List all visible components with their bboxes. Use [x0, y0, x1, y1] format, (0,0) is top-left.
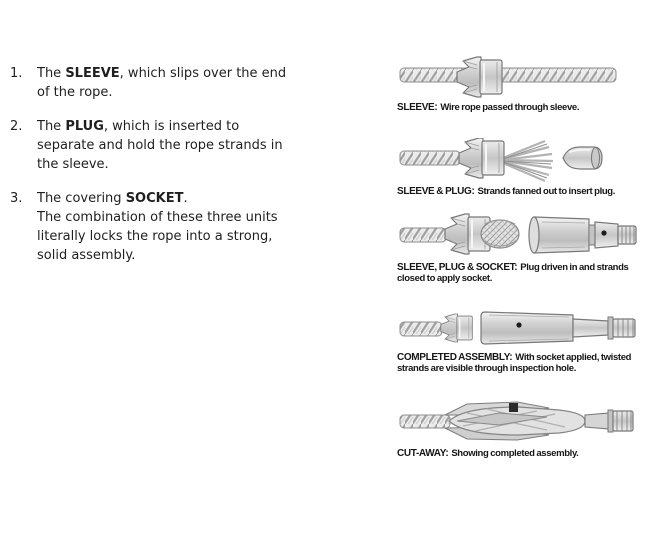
- text-segment: solid assembly.: [37, 248, 136, 263]
- completed-assembly-illustration: [397, 306, 642, 350]
- wire-rope-graphic: [400, 151, 460, 165]
- figure-caption: [397, 449, 645, 460]
- wire-rope-graphic: [400, 228, 446, 242]
- bold-term: SOCKET: [125, 191, 184, 206]
- text-line: [37, 189, 278, 208]
- text-line: [37, 64, 286, 83]
- text-segment: , which slips over the end: [119, 66, 287, 81]
- text-segment: The covering: [37, 191, 126, 206]
- item-text: [37, 117, 283, 174]
- figure-sleeve-plug-socket: [397, 212, 645, 284]
- text-line: [37, 117, 283, 136]
- item-number: 2.: [10, 119, 23, 134]
- cutaway-notch: [509, 403, 518, 412]
- text-segment: separate and hold the rope strands in: [37, 138, 283, 153]
- text-segment: literally locks the rope into a strong,: [37, 229, 273, 244]
- bold-term: PLUG: [65, 119, 104, 134]
- sleeve-graphic: [457, 57, 502, 97]
- text-segment: .: [183, 191, 188, 206]
- figure-caption: [397, 263, 645, 284]
- figure-cut-away: [397, 396, 645, 460]
- text-line: [37, 136, 283, 155]
- wire-rope-graphic: [400, 415, 450, 428]
- caption-label: SLEEVE & PLUG:: [397, 186, 475, 197]
- wire-rope-graphic: [400, 68, 616, 82]
- text-line: [37, 208, 278, 227]
- caption-label: SLEEVE:: [397, 102, 438, 113]
- cut-away-illustration: [397, 396, 642, 446]
- sleeve-plug-socket-illustration: [397, 212, 642, 260]
- caption-label: SLEEVE, PLUG & SOCKET:: [397, 262, 518, 273]
- instruction-list: [10, 64, 286, 280]
- socket-graphic: [529, 217, 636, 253]
- text-segment: The combination of these three units: [37, 210, 278, 225]
- caption-description: Showing completed assembly.: [451, 448, 579, 459]
- instruction-item-sleeve: [10, 64, 286, 102]
- cutaway-assembly-graphic: [445, 402, 633, 440]
- item-text: [37, 64, 286, 102]
- instruction-item-plug: [10, 117, 286, 174]
- strand-bulb-graphic: [481, 220, 519, 248]
- caption-description: Plug driven in and strands closed to apply socket.: [397, 262, 629, 284]
- text-segment: of the rope.: [37, 85, 113, 100]
- text-segment: The: [37, 119, 66, 134]
- caption-label: CUT-AWAY:: [397, 448, 449, 459]
- figure-completed-assembly: [397, 306, 645, 374]
- inspection-hole: [516, 322, 521, 327]
- bold-term: SLEEVE: [65, 66, 120, 81]
- inspection-hole: [601, 230, 606, 235]
- socket-body-graphic: [481, 312, 635, 344]
- text-line: [37, 246, 278, 265]
- text-line: [37, 227, 278, 246]
- sleeve-plug-illustration: [397, 138, 642, 184]
- sleeve-illustration: [397, 56, 642, 100]
- sleeve-graphic: [441, 314, 473, 342]
- caption-description: Strands fanned out to insert plug.: [477, 186, 616, 197]
- text-line: [37, 83, 286, 102]
- item-number: 1.: [10, 66, 23, 81]
- wire-rope-graphic: [400, 322, 442, 336]
- instruction-item-socket: [10, 189, 286, 265]
- text-segment: The: [37, 66, 66, 81]
- text-line: [37, 155, 283, 174]
- figure-sleeve: [397, 56, 645, 114]
- sleeve-graphic: [459, 138, 504, 178]
- caption-description: With socket applied, twisted strands are visible through inspection hole.: [397, 352, 632, 374]
- item-number: 3.: [10, 191, 23, 206]
- text-segment: , which is inserted to: [103, 119, 240, 134]
- caption-description: Wire rope passed through sleeve.: [440, 102, 580, 113]
- caption-label: COMPLETED ASSEMBLY:: [397, 352, 513, 363]
- figure-caption: [397, 103, 645, 114]
- figure-caption: [397, 187, 645, 198]
- item-text: [37, 189, 278, 265]
- figure-sleeve-plug: [397, 138, 645, 198]
- figure-caption: [397, 353, 645, 374]
- text-segment: the sleeve.: [37, 157, 109, 172]
- plug-graphic: [563, 147, 602, 169]
